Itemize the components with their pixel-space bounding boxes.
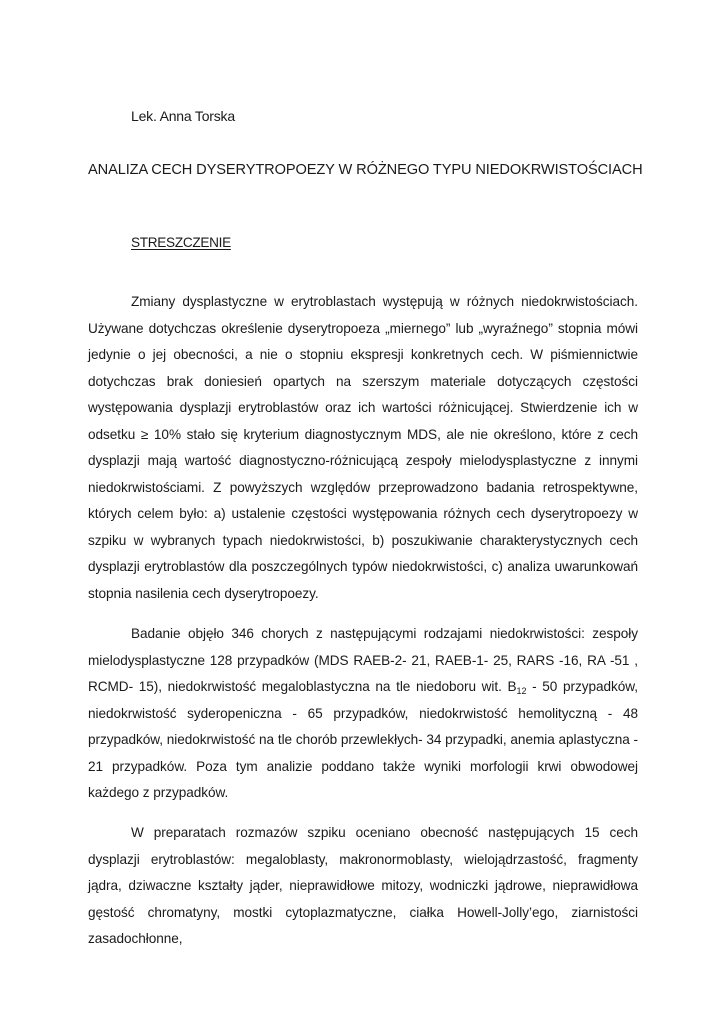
document-title: ANALIZA CECH DYSERYTROPOEZY W RÓŻNEGO TYPU NIEDOKRWISTOŚCIACH — [88, 162, 643, 178]
paragraph-2-text-end: - 50 przypadków, niedokrwistość syderopeniczna - 65 przypadków, niedokrwistość hemolityczną - 48 przypadków, niedokrwistość na tle chorób przewlekłych- 34 przypadki, anemia aplastyczna - 21 przypadków. Poza tym analizie poddano także wyniki morfologii krwi obwodowej każdego z przypadków. — [88, 679, 638, 800]
paragraph-2-block — [88, 621, 638, 807]
author-name: Lek. Anna Torska — [131, 108, 235, 124]
paragraph-2 — [88, 621, 638, 807]
paragraph-1-block — [88, 289, 638, 607]
paragraph-3: W preparatach rozmazów szpiku oceniano obecność następujących 15 cech dysplazji erytroblastów: megaloblasty, makronormoblasty, wielojądrzastość, fragmenty jądra, dziwaczne kształty jąder, nieprawidłowe mitozy, wodniczki jądrowe, nieprawidłowa gęstość chromatyny, mostki cytoplazmatyczne, ciałka Howell-Jolly’ego, ziarnistości zasadochłonne, — [88, 825, 638, 946]
paragraph-1: Zmiany dysplastyczne w erytroblastach występują w różnych niedokrwistościach. Używane dotychczas określenie dyserytropoeza „miernego” lub „wyraźnego” stopnia mówi jedynie o jej obecności, a nie o stopniu ekspresji konkretnych cech. W piśmiennictwie dotychczas brak doniesień opartych na szerszym materiale dotyczących częstości występowania dysplazji erytroblastów oraz ich wartości różnicującej. Stwierdzenie ich w odsetku ≥ 10% stało się kryterium diagnostycznym MDS, ale nie określono, które z cech dysplazji mają wartość diagnostyczno-różnicującą zespoły mielodysplastyczne z innymi niedokrwistościami. Z powyższych względów przeprowadzono badania retrospektywne, których celem było: a) ustalenie częstości występowania różnych cech dyserytropoezy w szpiku w wybranych typach niedokrwistości, b) poszukiwanie charakterystycznych cech dysplazji erytroblastów dla poszczególnych typów niedokrwistości, c) analiza uwarunkowań stopnia nasilenia cech dyserytropoezy. — [88, 294, 638, 601]
paragraph-2-text-start: Badanie objęło 346 chorych z następującymi rodzajami niedokrwistości: zespoły mielodysplastyczne 128 przypadków (MDS RAEB-2- 21, RAEB-1- 25, RARS -16, RA -51 , RCMD- 15), niedokrwistość megaloblastyczna na tle niedoboru wit. B — [88, 626, 638, 694]
vitamin-subscript: 12 — [516, 686, 527, 696]
paragraph-3-block — [88, 820, 638, 953]
section-heading: STRESZCZENIE — [131, 235, 231, 250]
